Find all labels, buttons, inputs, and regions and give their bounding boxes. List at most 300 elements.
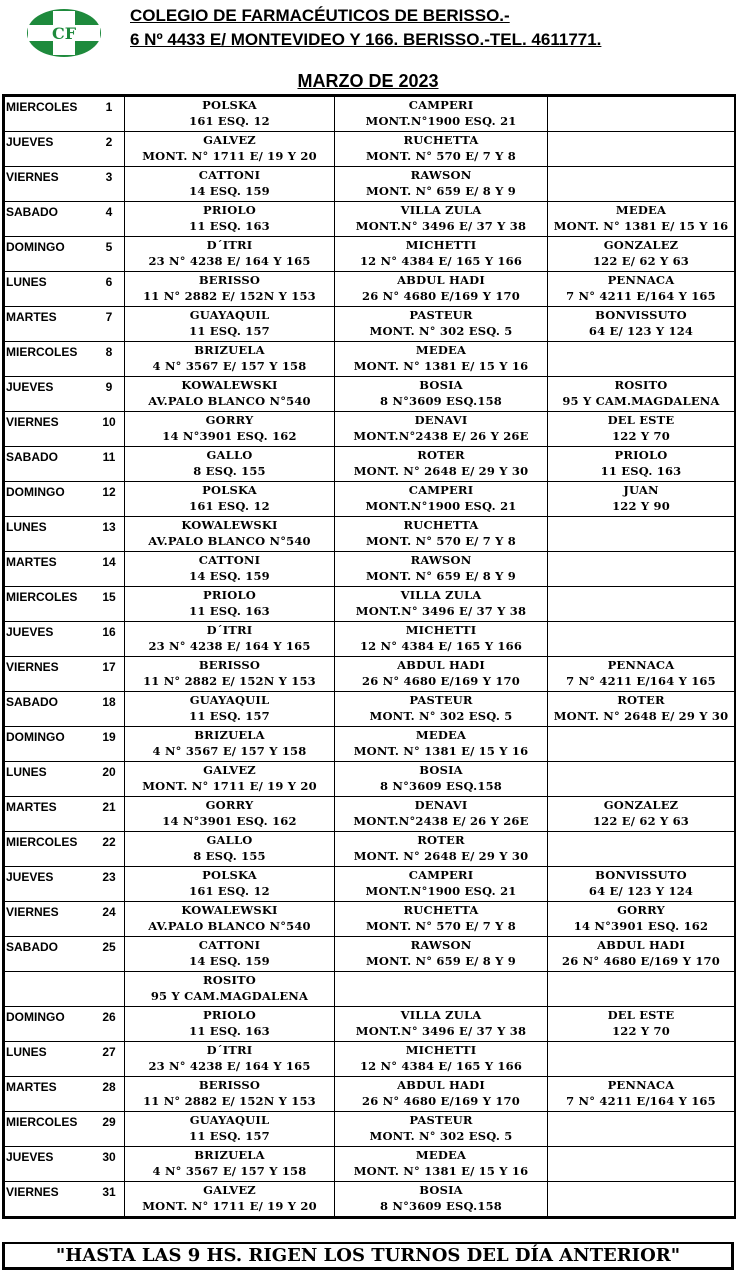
pharmacy-address: MONT. N° 659 E/ 8 Y 9	[365, 954, 516, 968]
day-name: JUEVES	[6, 380, 54, 394]
pharmacy-name: ROTER	[417, 448, 465, 462]
green-cross-logo-icon	[26, 8, 102, 58]
day-cell	[4, 412, 125, 447]
day-cell	[4, 797, 125, 832]
schedule-row	[4, 552, 736, 587]
pharmacy-name: ROTER	[417, 833, 465, 847]
pharmacy-name: DENAVI	[414, 413, 468, 427]
pharmacy-cell	[548, 622, 736, 657]
pharmacy-cell	[335, 272, 548, 307]
pharmacy-address: MONT.N°2438 E/ 26 Y 26E	[353, 429, 529, 443]
schedule-row	[4, 727, 736, 762]
pharmacy-address: 12 N° 4384 E/ 165 Y 166	[359, 639, 523, 653]
pharmacy-cell	[125, 167, 335, 202]
day-cell	[4, 937, 125, 972]
pharmacy-address: 7 N° 4211 E/164 Y 165	[566, 289, 716, 303]
pharmacy-cell	[335, 902, 548, 937]
pharmacy-address: 8 N°3609 ESQ.158	[379, 1199, 502, 1213]
pharmacy-cell	[125, 1147, 335, 1182]
pharmacy-cell	[335, 377, 548, 412]
pharmacy-name: CATTONI	[198, 553, 261, 567]
day-number: 15	[102, 590, 116, 604]
pharmacy-name: ABDUL HADI	[397, 658, 485, 672]
day-name: JUEVES	[6, 135, 54, 149]
pharmacy-cell	[335, 552, 548, 587]
pharmacy-name: MICHETTI	[405, 238, 477, 252]
day-name: MIERCOLES	[6, 590, 78, 604]
pharmacy-cell	[125, 412, 335, 447]
day-number: 4	[105, 205, 113, 219]
pharmacy-address: MONT. N° 302 ESQ. 5	[369, 1129, 513, 1143]
day-number: 20	[102, 765, 116, 779]
day-number: 14	[102, 555, 116, 569]
pharmacy-name: CAMPERI	[408, 98, 474, 112]
day-name: MIERCOLES	[6, 100, 78, 114]
pharmacy-cell	[548, 902, 736, 937]
pharmacy-address: 14 ESQ. 159	[189, 569, 270, 583]
pharmacy-cell	[548, 797, 736, 832]
pharmacy-cell	[125, 342, 335, 377]
pharmacy-address: MONT. N° 659 E/ 8 Y 9	[365, 569, 516, 583]
header	[130, 4, 601, 52]
pharmacy-cell	[125, 307, 335, 342]
pharmacy-cell	[548, 937, 736, 972]
schedule-row	[4, 202, 736, 237]
day-name: JUEVES	[6, 625, 54, 639]
pharmacy-name: DEL ESTE	[607, 1008, 675, 1022]
pharmacy-name: BERISSO	[198, 1078, 261, 1092]
pharmacy-name: POLSKA	[202, 868, 257, 882]
day-number: 3	[105, 170, 113, 184]
pharmacy-address: 8 ESQ. 155	[193, 464, 266, 478]
pharmacy-name: RAWSON	[410, 168, 472, 182]
day-name: SABADO	[6, 940, 59, 954]
pharmacy-address: MONT. N° 1381 E/ 15 Y 16	[353, 1164, 529, 1178]
pharmacy-cell	[125, 727, 335, 762]
day-number: 6	[105, 275, 113, 289]
pharmacy-address: 12 N° 4384 E/ 165 Y 166	[359, 254, 523, 268]
day-number: 13	[102, 520, 116, 534]
pharmacy-cell	[335, 237, 548, 272]
day-cell	[4, 762, 125, 797]
day-name: MARTES	[6, 1080, 57, 1094]
pharmacy-name: RUCHETTA	[403, 518, 479, 532]
day-cell	[4, 867, 125, 902]
pharmacy-cell	[335, 867, 548, 902]
pharmacy-cell	[548, 237, 736, 272]
pharmacy-name: GUAYAQUIL	[189, 693, 270, 707]
pharmacy-cell	[335, 692, 548, 727]
pharmacy-schedule-table	[2, 94, 736, 1219]
day-cell	[4, 902, 125, 937]
pharmacy-address: 11 ESQ. 163	[189, 604, 270, 618]
pharmacy-name: RUCHETTA	[403, 133, 479, 147]
schedule-row	[4, 657, 736, 692]
pharmacy-name: GALLO	[206, 448, 253, 462]
pharmacy-cell	[335, 132, 548, 167]
pharmacy-name: BOSIA	[419, 378, 463, 392]
pharmacy-address: 95 Y CAM.MAGDALENA	[562, 394, 720, 408]
pharmacy-name: BONVISSUTO	[595, 868, 687, 882]
pharmacy-name: JUAN	[623, 483, 659, 497]
day-name: MIERCOLES	[6, 1115, 78, 1129]
pharmacy-cell	[125, 797, 335, 832]
pharmacy-cell	[548, 832, 736, 867]
pharmacy-cell	[548, 692, 736, 727]
pharmacy-address: 23 N° 4238 E/ 164 Y 165	[148, 1059, 311, 1073]
pharmacy-name: PRIOLO	[203, 1008, 256, 1022]
pharmacy-name: PASTEUR	[409, 1113, 473, 1127]
pharmacy-address: 14 ESQ. 159	[189, 954, 270, 968]
pharmacy-address: 23 N° 4238 E/ 164 Y 165	[148, 254, 311, 268]
pharmacy-address: 11 N° 2882 E/ 152N Y 153	[143, 674, 316, 688]
schedule-row	[4, 797, 736, 832]
day-number: 16	[102, 625, 116, 639]
pharmacy-name: D´ITRI	[206, 1043, 253, 1057]
pharmacy-name: MICHETTI	[405, 1043, 477, 1057]
day-number: 5	[105, 240, 113, 254]
pharmacy-address: MONT. N° 570 E/ 7 Y 8	[365, 534, 516, 548]
day-cell	[4, 622, 125, 657]
pharmacy-cell	[548, 552, 736, 587]
pharmacy-cell	[125, 377, 335, 412]
pharmacy-cell	[125, 937, 335, 972]
pharmacy-name: DEL ESTE	[607, 413, 675, 427]
header-title: COLEGIO DE FARMACÉUTICOS DE BERISSO.-	[130, 6, 510, 25]
pharmacy-address: 122 E/ 62 Y 63	[592, 254, 689, 268]
schedule-row	[4, 937, 736, 972]
pharmacy-cell	[125, 1042, 335, 1077]
pharmacy-name: D´ITRI	[206, 238, 253, 252]
pharmacy-address: 161 ESQ. 12	[189, 114, 270, 128]
day-name: SABADO	[6, 450, 59, 464]
pharmacy-cell	[548, 867, 736, 902]
pharmacy-address: 14 N°3901 ESQ. 162	[573, 919, 709, 933]
schedule-row	[4, 867, 736, 902]
pharmacy-address: 64 E/ 123 Y 124	[588, 884, 694, 898]
pharmacy-cell	[335, 307, 548, 342]
pharmacy-address: MONT. N° 302 ESQ. 5	[369, 709, 513, 723]
day-number: 25	[102, 940, 116, 954]
pharmacy-address: MONT. N° 1711 E/ 19 Y 20	[142, 149, 317, 163]
pharmacy-cell	[548, 1077, 736, 1112]
pharmacy-cell	[335, 727, 548, 762]
day-cell	[4, 272, 125, 307]
pharmacy-name: DENAVI	[414, 798, 468, 812]
schedule-row	[4, 307, 736, 342]
pharmacy-cell	[335, 1112, 548, 1147]
pharmacy-address: MONT. N° 2648 E/ 29 Y 30	[353, 464, 529, 478]
day-name: LUNES	[6, 765, 47, 779]
pharmacy-name: PENNACA	[607, 273, 675, 287]
pharmacy-address: 14 N°3901 ESQ. 162	[162, 814, 297, 828]
schedule-row	[4, 692, 736, 727]
pharmacy-cell	[335, 342, 548, 377]
day-name: MIERCOLES	[6, 835, 78, 849]
pharmacy-name: MEDEA	[415, 1148, 467, 1162]
pharmacy-address: 4 N° 3567 E/ 157 Y 158	[152, 744, 307, 758]
pharmacy-address: 4 N° 3567 E/ 157 Y 158	[152, 1164, 307, 1178]
day-number: 8	[105, 345, 113, 359]
pharmacy-cell	[335, 937, 548, 972]
day-cell	[4, 657, 125, 692]
day-name: VIERNES	[6, 170, 59, 184]
schedule-row	[4, 587, 736, 622]
pharmacy-name: PENNACA	[607, 658, 675, 672]
schedule-row	[4, 377, 736, 412]
pharmacy-cell	[548, 447, 736, 482]
pharmacy-name: GUAYAQUIL	[189, 1113, 270, 1127]
day-cell	[4, 1042, 125, 1077]
pharmacy-address: MONT.N°1900 ESQ. 21	[365, 499, 517, 513]
day-number: 27	[102, 1045, 116, 1059]
pharmacy-cell	[548, 482, 736, 517]
pharmacy-name: GORRY	[617, 903, 665, 917]
pharmacy-address: 122 Y 70	[612, 429, 670, 443]
day-name: MIERCOLES	[6, 345, 78, 359]
pharmacy-address: 161 ESQ. 12	[189, 499, 270, 513]
pharmacy-name: VILLA ZULA	[400, 588, 482, 602]
day-cell	[4, 1112, 125, 1147]
pharmacy-name: POLSKA	[202, 483, 257, 497]
pharmacy-cell	[548, 1112, 736, 1147]
pharmacy-cell	[335, 447, 548, 482]
pharmacy-address: 14 ESQ. 159	[189, 184, 270, 198]
day-cell	[4, 1077, 125, 1112]
day-cell	[4, 202, 125, 237]
day-name: LUNES	[6, 275, 47, 289]
pharmacy-address: MONT.N° 3496 E/ 37 Y 38	[355, 604, 527, 618]
schedule-row	[4, 342, 736, 377]
pharmacy-address: 11 ESQ. 163	[189, 1024, 270, 1038]
pharmacy-address: 23 N° 4238 E/ 164 Y 165	[148, 639, 311, 653]
day-name: VIERNES	[6, 660, 59, 674]
pharmacy-cell	[548, 342, 736, 377]
day-name: LUNES	[6, 1045, 47, 1059]
schedule-row	[4, 96, 736, 132]
pharmacy-name: GUAYAQUIL	[189, 308, 270, 322]
pharmacy-name: ABDUL HADI	[397, 273, 485, 287]
pharmacy-name: CAMPERI	[408, 483, 474, 497]
day-name: LUNES	[6, 520, 47, 534]
pharmacy-name: PASTEUR	[409, 693, 473, 707]
pharmacy-cell	[125, 447, 335, 482]
day-cell	[4, 832, 125, 867]
day-cell	[4, 237, 125, 272]
day-cell	[4, 307, 125, 342]
schedule-row	[4, 902, 736, 937]
pharmacy-cell	[125, 1007, 335, 1042]
day-number: 17	[102, 660, 116, 674]
pharmacy-name: PRIOLO	[203, 203, 256, 217]
pharmacy-cell	[125, 552, 335, 587]
pharmacy-address: MONT. N° 1381 E/ 15 Y 16	[353, 359, 529, 373]
schedule-row	[4, 447, 736, 482]
day-cell	[4, 167, 125, 202]
pharmacy-address: MONT.N° 3496 E/ 37 Y 38	[355, 1024, 527, 1038]
pharmacy-address: 7 N° 4211 E/164 Y 165	[566, 674, 716, 688]
pharmacy-address: MONT. N° 659 E/ 8 Y 9	[365, 184, 516, 198]
schedule-row	[4, 167, 736, 202]
pharmacy-cell	[548, 377, 736, 412]
pharmacy-address: MONT. N° 570 E/ 7 Y 8	[365, 919, 516, 933]
day-cell	[4, 342, 125, 377]
day-cell	[4, 96, 125, 132]
schedule-row	[4, 482, 736, 517]
day-cell	[4, 1007, 125, 1042]
pharmacy-cell	[125, 272, 335, 307]
day-number: 23	[102, 870, 116, 884]
pharmacy-name: GALLO	[206, 833, 253, 847]
pharmacy-name: BOSIA	[419, 1183, 463, 1197]
pharmacy-name: D´ITRI	[206, 623, 253, 637]
svg-text:CF: CF	[51, 24, 77, 43]
day-name: SABADO	[6, 205, 59, 219]
day-name: VIERNES	[6, 905, 59, 919]
pharmacy-address: 14 N°3901 ESQ. 162	[162, 429, 297, 443]
pharmacy-address: 26 N° 4680 E/169 Y 170	[362, 1094, 520, 1108]
footer-note: "HASTA LAS 9 HS. RIGEN LOS TURNOS DEL DÍA ANTERIOR"	[2, 1242, 734, 1270]
pharmacy-cell	[125, 132, 335, 167]
day-name: DOMINGO	[6, 485, 65, 499]
day-cell	[4, 552, 125, 587]
day-name: MARTES	[6, 310, 57, 324]
pharmacy-address: 4 N° 3567 E/ 157 Y 158	[152, 359, 307, 373]
pharmacy-address: 161 ESQ. 12	[189, 884, 270, 898]
pharmacy-cell	[335, 657, 548, 692]
pharmacy-name: GONZALEZ	[603, 798, 679, 812]
pharmacy-cell	[125, 1182, 335, 1218]
pharmacy-name: BERISSO	[198, 273, 261, 287]
pharmacy-address: MONT. N° 1711 E/ 19 Y 20	[142, 1199, 317, 1213]
pharmacy-cell	[548, 517, 736, 552]
pharmacy-address: MONT. N° 302 ESQ. 5	[369, 324, 513, 338]
pharmacy-name: VILLA ZULA	[400, 1008, 482, 1022]
day-number: 30	[102, 1150, 116, 1164]
pharmacy-cell	[125, 587, 335, 622]
pharmacy-name: PASTEUR	[409, 308, 473, 322]
pharmacy-name: BOSIA	[419, 763, 463, 777]
pharmacy-cell	[335, 762, 548, 797]
pharmacy-name: ABDUL HADI	[597, 938, 685, 952]
pharmacy-address: AV.PALO BLANCO N°540	[148, 919, 311, 933]
pharmacy-name: ROTER	[617, 693, 665, 707]
pharmacy-address: MONT. N° 570 E/ 7 Y 8	[365, 149, 516, 163]
pharmacy-address: 122 Y 70	[612, 1024, 670, 1038]
pharmacy-address: 7 N° 4211 E/164 Y 165	[566, 1094, 716, 1108]
pharmacy-cell	[548, 167, 736, 202]
pharmacy-cell	[335, 797, 548, 832]
pharmacy-address: AV.PALO BLANCO N°540	[148, 394, 311, 408]
schedule-row	[4, 237, 736, 272]
pharmacy-address: 11 N° 2882 E/ 152N Y 153	[143, 289, 316, 303]
pharmacy-address: 8 ESQ. 155	[193, 849, 266, 863]
day-number: 2	[105, 135, 113, 149]
pharmacy-address: MONT. N° 1711 E/ 19 Y 20	[142, 779, 317, 793]
pharmacy-address: MONT. N° 1381 E/ 15 Y 16	[553, 219, 729, 233]
pharmacy-name: MEDEA	[415, 728, 467, 742]
pharmacy-address: 64 E/ 123 Y 124	[588, 324, 694, 338]
pharmacy-cell	[125, 692, 335, 727]
pharmacy-address: AV.PALO BLANCO N°540	[148, 534, 311, 548]
pharmacy-name: BONVISSUTO	[595, 308, 687, 322]
pharmacy-cell	[548, 96, 736, 132]
day-number: 9	[105, 380, 113, 394]
day-cell	[4, 447, 125, 482]
pharmacy-cell	[125, 482, 335, 517]
pharmacy-name: GALVEZ	[203, 763, 256, 777]
pharmacy-cell	[125, 867, 335, 902]
pharmacy-cell	[335, 1182, 548, 1218]
day-name: JUEVES	[6, 1150, 54, 1164]
pharmacy-cell	[125, 1112, 335, 1147]
day-cell	[4, 587, 125, 622]
pharmacy-name: RUCHETTA	[403, 903, 479, 917]
day-number: 12	[102, 485, 116, 499]
pharmacy-cell	[335, 202, 548, 237]
pharmacy-name: GONZALEZ	[603, 238, 679, 252]
pharmacy-name: PRIOLO	[203, 588, 256, 602]
schedule-body	[4, 96, 736, 1218]
day-cell	[4, 972, 125, 1007]
schedule-row	[4, 1182, 736, 1218]
day-number: 26	[102, 1010, 116, 1024]
day-number: 19	[102, 730, 116, 744]
pharmacy-address: MONT. N° 2648 E/ 29 Y 30	[353, 849, 529, 863]
pharmacy-cell	[548, 132, 736, 167]
pharmacy-cell	[335, 517, 548, 552]
day-name: DOMINGO	[6, 730, 65, 744]
day-cell	[4, 1147, 125, 1182]
schedule-row	[4, 1077, 736, 1112]
day-number: 10	[102, 415, 116, 429]
pharmacy-cell	[548, 587, 736, 622]
pharmacy-cell	[548, 202, 736, 237]
pharmacy-cell	[335, 972, 548, 1007]
pharmacy-name: BERISSO	[198, 658, 261, 672]
day-number: 24	[102, 905, 116, 919]
day-name: SABADO	[6, 695, 59, 709]
pharmacy-cell	[335, 587, 548, 622]
pharmacy-address: 11 ESQ. 157	[189, 324, 270, 338]
pharmacy-name: KOWALEWSKI	[181, 903, 278, 917]
day-name: DOMINGO	[6, 240, 65, 254]
day-cell	[4, 692, 125, 727]
pharmacy-name: VILLA ZULA	[400, 203, 482, 217]
day-cell	[4, 517, 125, 552]
pharmacy-name: MEDEA	[415, 343, 467, 357]
day-number: 31	[102, 1185, 116, 1199]
schedule-row	[4, 272, 736, 307]
pharmacy-address: 11 ESQ. 157	[189, 709, 270, 723]
pharmacy-cell	[335, 167, 548, 202]
pharmacy-name: GALVEZ	[203, 1183, 256, 1197]
month-title: MARZO DE 2023	[297, 71, 439, 91]
day-number: 21	[102, 800, 116, 814]
pharmacy-cell	[548, 307, 736, 342]
pharmacy-name: KOWALEWSKI	[181, 518, 278, 532]
pharmacy-address: MONT.N°1900 ESQ. 21	[365, 884, 517, 898]
schedule-row	[4, 622, 736, 657]
pharmacy-name: CATTONI	[198, 938, 261, 952]
pharmacy-cell	[548, 1182, 736, 1218]
pharmacy-address: 26 N° 4680 E/169 Y 170	[562, 954, 720, 968]
day-name: MARTES	[6, 800, 57, 814]
pharmacy-address: 26 N° 4680 E/169 Y 170	[362, 289, 520, 303]
pharmacy-cell	[548, 272, 736, 307]
pharmacy-address: MONT.N°2438 E/ 26 Y 26E	[353, 814, 529, 828]
pharmacy-cell	[335, 1147, 548, 1182]
